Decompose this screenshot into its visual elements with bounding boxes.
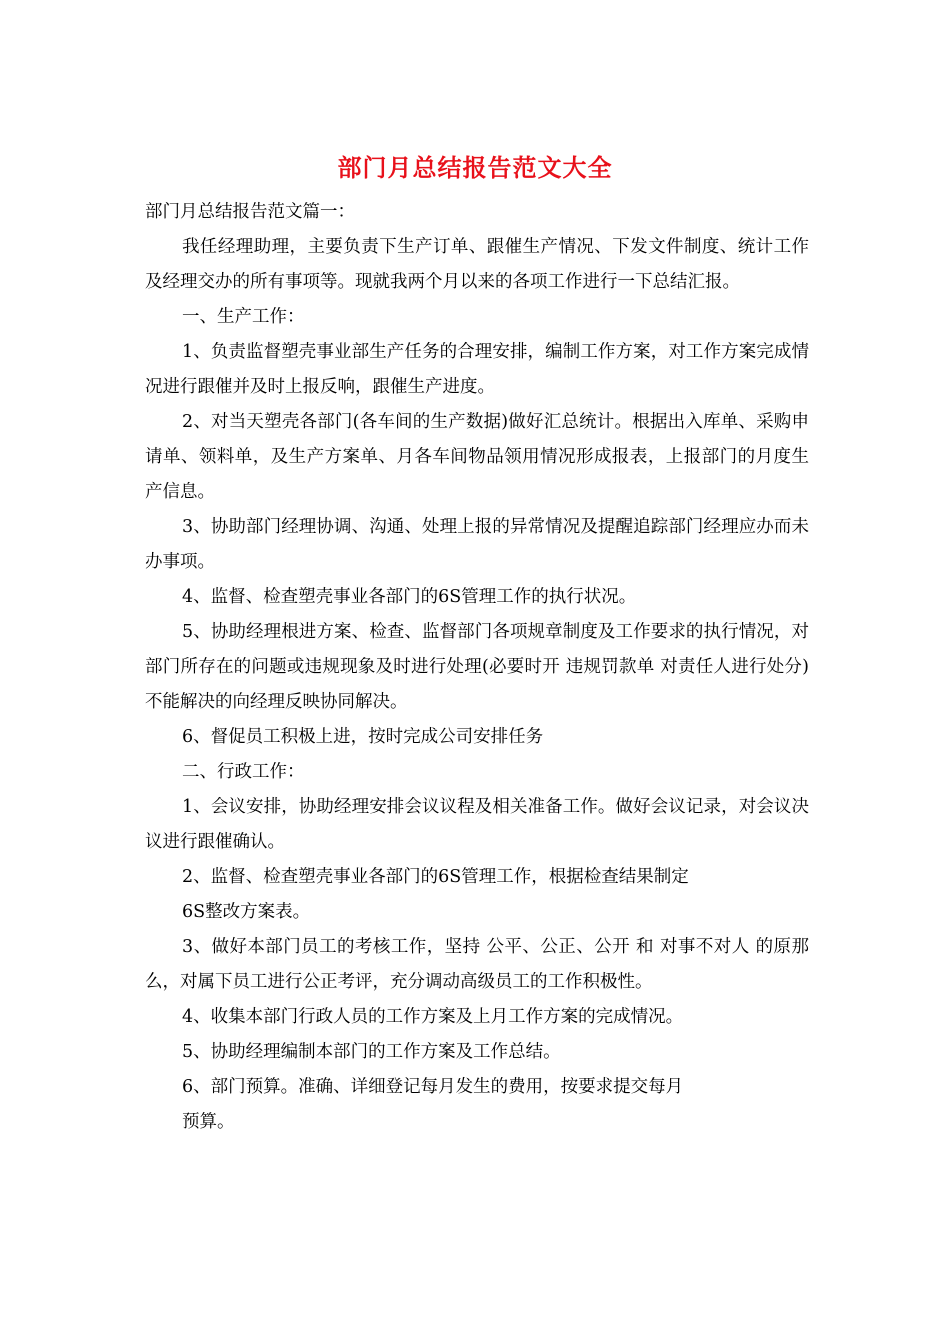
paragraph: 3、协助部门经理协调、沟通、处理上报的异常情况及提醒追踪部门经理应办而未办事项。 bbox=[145, 517, 809, 572]
document-body bbox=[145, 195, 809, 1140]
paragraph: 2、对当天塑壳各部门(各车间的生产数据)做好汇总统计。根据出入库单、采购申请单、领料单，及生产方案单、月各车间物品领用情况形成报表，上报部门的月度生产信息。 bbox=[145, 412, 809, 502]
paragraph: 3、做好本部门员工的考核工作，坚持 公平、公正、公开 和 对事不对人 的原那么，对属下员工进行公正考评，充分调动高级员工的工作积极性。 bbox=[145, 937, 809, 992]
paragraph: 4、监督、检查塑壳事业各部门的6S管理工作的执行状况。 bbox=[182, 587, 637, 607]
paragraph: 4、收集本部门行政人员的工作方案及上月工作方案的完成情况。 bbox=[182, 1007, 684, 1027]
paragraph: 部门月总结报告范文篇一： bbox=[145, 202, 355, 222]
paragraph: 5、协助经理根进方案、检查、监督部门各项规章制度及工作要求的执行情况，对部门所存在的问题或违规现象及时进行处理(必要时开 违规罚款单 对责任人进行处分)不能解决的向经理反映协同解决。 bbox=[145, 622, 809, 712]
document-title: 部门月总结报告范文大全 bbox=[337, 153, 613, 182]
paragraph: 2、监督、检查塑壳事业各部门的6S管理工作，根据检查结果制定 bbox=[182, 867, 689, 887]
paragraph: 我任经理助理，主要负责下生产订单、跟催生产情况、下发文件制度、统计工作及经理交办的所有事项等。现就我两个月以来的各项工作进行一下总结汇报。 bbox=[145, 237, 809, 292]
section-heading: 一、生产工作： bbox=[182, 307, 305, 327]
paragraph: 预算。 bbox=[182, 1112, 235, 1132]
paragraph: 5、协助经理编制本部门的工作方案及工作总结。 bbox=[182, 1042, 561, 1062]
paragraph: 6S整改方案表。 bbox=[182, 902, 311, 922]
paragraph: 1、会议安排，协助经理安排会议议程及相关准备工作。做好会议记录，对会议决议进行跟催确认。 bbox=[145, 797, 809, 852]
paragraph: 6、督促员工积极上进，按时完成公司安排任务 bbox=[182, 727, 544, 747]
section-heading: 二、行政工作： bbox=[182, 762, 305, 782]
paragraph: 6、部门预算。准确、详细登记每月发生的费用，按要求提交每月 bbox=[182, 1077, 684, 1097]
paragraph: 1、负责监督塑壳事业部生产任务的合理安排，编制工作方案，对工作方案完成情况进行跟催并及时上报反响，跟催生产进度。 bbox=[145, 342, 809, 397]
